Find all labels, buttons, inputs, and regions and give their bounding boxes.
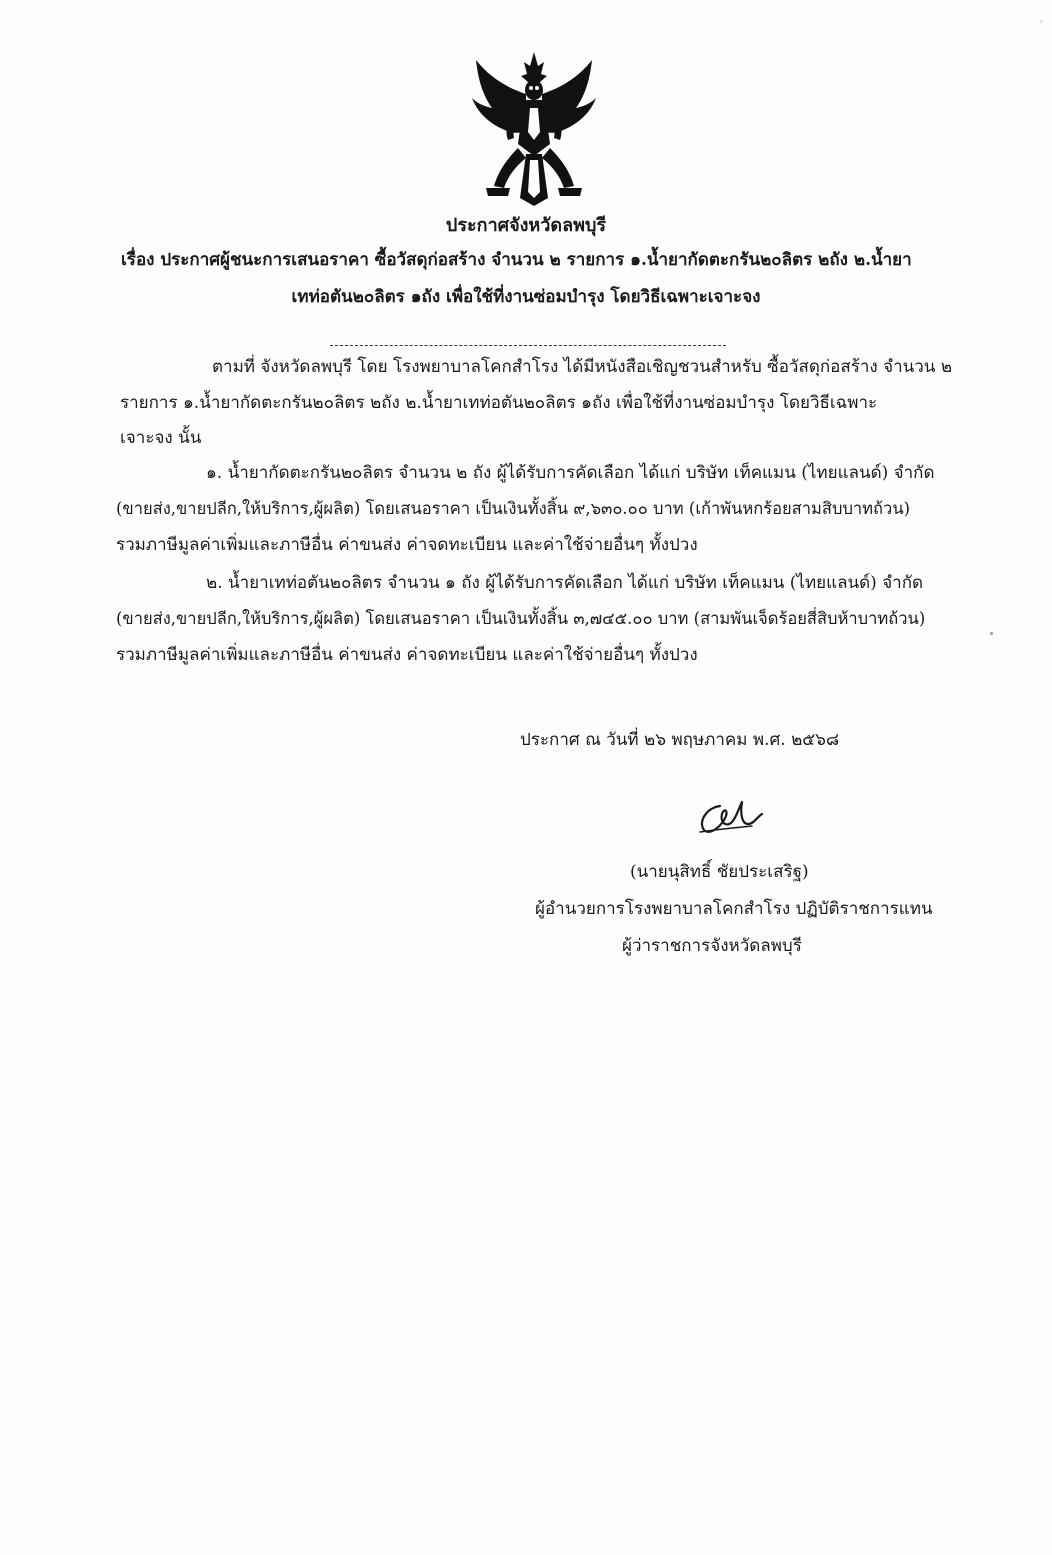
signer-name: (นายนุสิทธิ์ ชัยประเสริฐ)	[630, 862, 809, 882]
item-1-line-3: รวมภาษีมูลค่าเพิ่มและภาษีอื่น ค่าขนส่ง ค่าจดทะเบียน และค่าใช้จ่ายอื่นๆ ทั้งปวง	[116, 535, 698, 555]
intro-line-2: รายการ ๑.น้ำยากัดตะกรัน๒๐ลิตร ๒ถัง ๒.น้ำยาเทท่อตัน๒๐ลิตร ๑ถัง เพื่อใช้ที่งานซ่อมบำรุง โดยวิธีเฉพาะ	[120, 393, 878, 413]
intro-line-3: เจาะจง นั้น	[120, 428, 202, 448]
item-1-line-1: ๑. น้ำยากัดตะกรัน๒๐ลิตร จำนวน ๒ ถัง ผู้ได้รับการคัดเลือก ได้แก่ บริษัท เท็คแมน (ไทยแลนด์) จำกัด	[206, 463, 935, 483]
item-2-line-1: ๒. น้ำยาเทท่อตัน๒๐ลิตร จำนวน ๑ ถัง ผู้ได้รับการคัดเลือก ได้แก่ บริษัท เท็คแมน (ไทยแลนด์) จำกัด	[206, 573, 924, 593]
item-2-line-2: (ขายส่ง,ขายปลีก,ให้บริการ,ผู้ผลิต) โดยเสนอราคา เป็นเงินทั้งสิ้น ๓,๗๔๕.๐๐ บาท (สามพันเจ็ดร้อยสี่สิบห้าบาทถ้วน)	[116, 609, 926, 628]
title-divider	[330, 345, 726, 346]
handwritten-signature	[692, 792, 774, 840]
garuda-emblem-icon	[468, 48, 600, 208]
announcement-date: ประกาศ ณ วันที่ ๒๖ พฤษภาคม พ.ศ. ๒๕๖๘	[520, 730, 840, 750]
intro-line-1: ตามที่ จังหวัดลพบุรี โดย โรงพยาบาลโคกสำโรง ได้มีหนังสือเชิญชวนสำหรับ ซื้อวัสดุก่อสร้าง จำนวน ๒	[212, 357, 953, 377]
item-1-line-2: (ขายส่ง,ขายปลีก,ให้บริการ,ผู้ผลิต) โดยเสนอราคา เป็นเงินทั้งสิ้น ๙,๖๓๐.๐๐ บาท (เก้าพันหกร้อยสามสิบบาทถ้วน)	[116, 499, 911, 518]
signer-position: ผู้อำนวยการโรงพยาบาลโคกสำโรง ปฏิบัติราชการแทน	[535, 899, 933, 919]
signer-authority: ผู้ว่าราชการจังหวัดลพบุรี	[622, 936, 802, 956]
scan-speck	[990, 632, 993, 635]
scan-speck	[1040, 20, 1043, 23]
item-2-line-3: รวมภาษีมูลค่าเพิ่มและภาษีอื่น ค่าขนส่ง ค่าจดทะเบียน และค่าใช้จ่ายอื่นๆ ทั้งปวง	[116, 645, 698, 665]
subject-line-2: เทท่อตัน๒๐ลิตร ๑ถัง เพื่อใช้ที่งานซ่อมบำรุง โดยวิธีเฉพาะเจาะจง	[291, 287, 761, 307]
announcement-title: ประกาศจังหวัดลพบุรี	[445, 215, 607, 236]
subject-line-1: เรื่อง ประกาศผู้ชนะการเสนอราคา ซื้อวัสดุก่อสร้าง จำนวน ๒ รายการ ๑.น้ำยากัดตะกรัน๒๐ลิตร ๒ถัง ๒.น้ำยา	[121, 250, 912, 270]
